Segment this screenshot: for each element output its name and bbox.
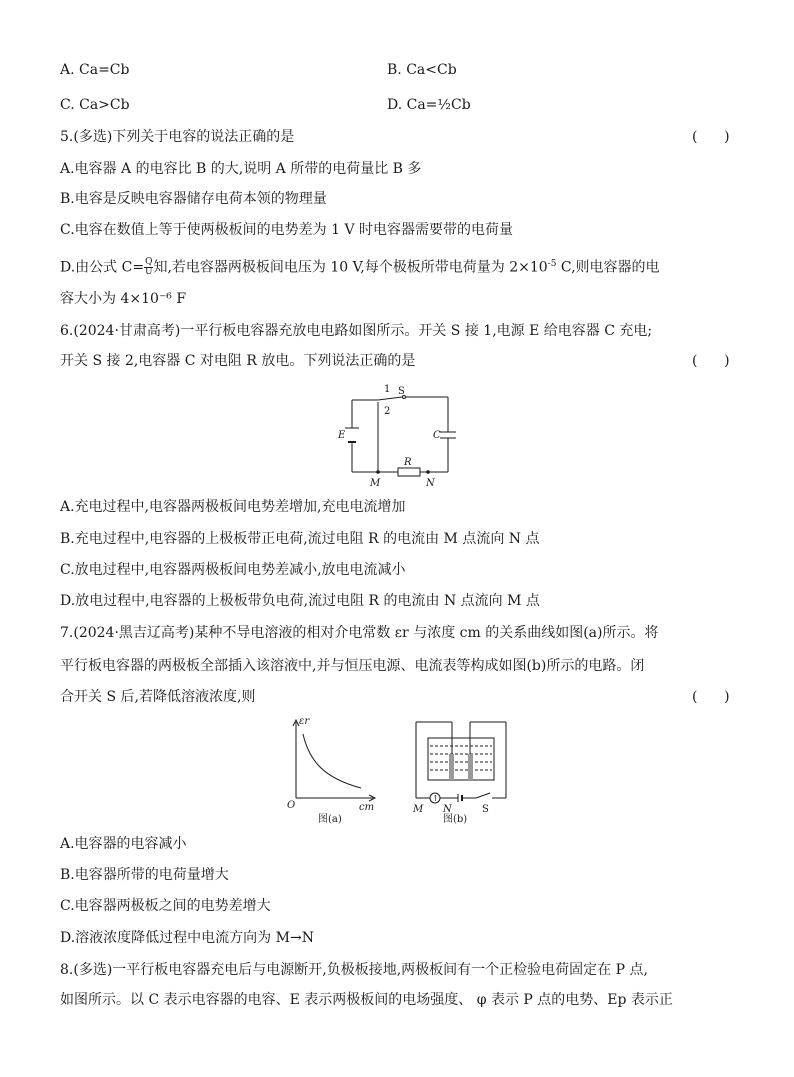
q6-stem-line2: 开关 S 接 2,电容器 C 对电阻 R 放电。下列说法正确的是 [60,353,416,369]
node-label-m: M [370,478,381,489]
fig-b-left-plate [449,754,454,780]
fig-b-right-plate [468,754,473,780]
node-n-dot [426,470,430,474]
q5-d-frac-num: Q [145,257,153,268]
q7-answer-paren: ( ) [692,689,730,705]
fig-b-label-m: M [413,804,424,815]
q8-stem-line2: 如图所示。以 C 表示电容器的电容、E 表示两极板间的电场强度、 φ 表示 P 点的电势、Ep 表示正 [60,992,673,1008]
fig-a-xlabel: cm [359,802,375,813]
q5-option-d-line2: 容大小为 4×10⁻⁶ F [60,291,187,307]
battery-label-e: E [338,430,346,441]
q6-answer-paren: ( ) [692,353,730,369]
fig-b-label-s: S [482,804,489,815]
fig-b-ammeter-icon: ↑ [432,794,439,803]
switch-label-s: S [398,386,405,397]
switch-label-2: 2 [384,406,391,417]
q7-option-c: C.电容器两极板之间的电势差增大 [60,898,271,914]
q7-option-a: A.电容器的电容减小 [60,836,187,852]
q5-answer-paren: ( ) [692,129,730,145]
q7-option-d: D.溶液浓度降低过程中电流方向为 M→N [60,930,314,946]
node-label-n: N [426,478,435,489]
switch-label-1: 1 [384,384,391,395]
q5-d-frac-den: U [144,267,153,278]
q5-stem: 5.(多选)下列关于电容的说法正确的是 [60,129,295,145]
q7-figure-b [410,716,516,824]
q6-circuit-figure [330,380,470,490]
q5-option-c: C.电容在数值上等于使两极板间的电势差为 1 V 时电容器需要带的电荷量 [60,222,514,238]
q4-option-b: B. Ca<Cb [387,62,457,78]
q5-option-b: B.电容是反映电容器储存电荷本领的物理量 [60,191,327,207]
fig-a-caption: 图(a) [318,814,342,824]
q5-d-exponent: -5 [547,259,557,269]
q6-option-b: B.充电过程中,电容器的上极板带正电荷,流过电阻 R 的电流由 M 点流向 N 点 [60,531,540,547]
fig-a-origin: O [287,800,296,811]
q8-stem-line1: 8.(多选)一平行板电容器充电后与电源断开,负极板接地,两极板间有一个正检验电荷固定在 P 点, [60,962,648,978]
q7-figure-a [283,712,383,824]
q4-option-a: A. Ca=Cb [60,62,130,78]
q5-d-end: C,则电容器的电 [556,259,660,276]
q4-option-d: D. Ca=½Cb [387,97,471,113]
q7-stem-line2: 平行板电容器的两极板全部插入该溶液中,并与恒压电源、电流表等构成如图(b)所示的电路。闭 [60,658,645,674]
q5-d-text: 知,若电容器两极板间电压为 10 V,每个极板所带电荷量为 2×10 [153,259,548,276]
q5-option-d [60,255,660,277]
node-m-dot [376,470,380,474]
q6-stem-line1: 6.(2024·甘肃高考)一平行板电容器充放电电路如图所示。开关 S 接 1,电源 E 给电容器 C 充电; [60,323,653,339]
fig-a-ylabel: εr [299,716,310,727]
fig-b-caption: 图(b) [443,814,468,824]
q6-option-c: C.放电过程中,电容器两极板间电势差减小,放电电流减小 [60,562,406,578]
q6-option-a: A.充电过程中,电容器两极板间电势差增加,充电电流增加 [60,499,406,515]
q4-option-c: C. Ca>Cb [60,97,130,113]
resistor-label-r: R [404,457,412,468]
q5-d-prefix: D.由公式 C= [60,259,145,276]
q7-option-b: B.电容器所带的电荷量增大 [60,867,229,883]
capacitor-label-c: C [433,430,441,441]
q7-stem-line1: 7.(2024·黑吉辽高考)某种不导电溶液的相对介电常数 εr 与浓度 cm 的关系曲线如图(a)所示。将 [60,625,659,641]
fig-b-label-n: N [443,804,452,815]
q7-stem-line3: 合开关 S 后,若降低溶液浓度,则 [60,689,256,705]
q6-option-d: D.放电过程中,电容器的上极板带负电荷,流过电阻 R 的电流由 N 点流向 M 点 [60,593,540,609]
q5-option-a: A.电容器 A 的电容比 B 的大,说明 A 所带的电荷量比 B 多 [60,161,422,177]
